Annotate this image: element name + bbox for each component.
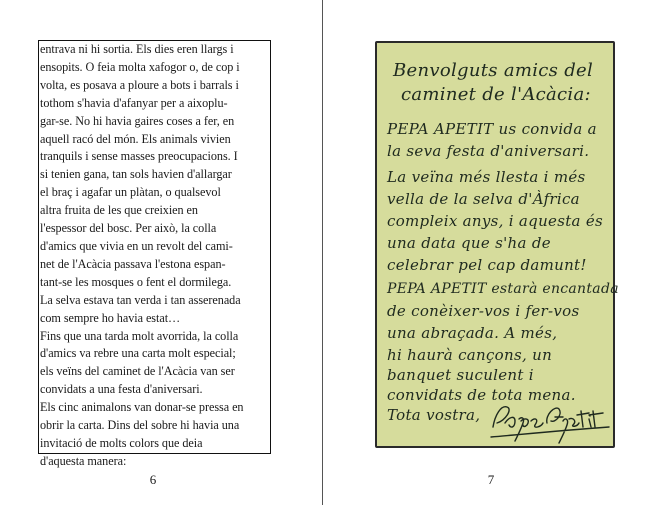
text-line: d'amics va rebre una carta molt especial; xyxy=(40,346,236,361)
card-line: celebrar pel cap damunt! xyxy=(387,256,587,274)
card-line: PEPA APETIT us convida a xyxy=(387,120,597,138)
text-line: ensopits. O feia molta xafogor o, de cop i xyxy=(40,59,240,74)
signature-image xyxy=(485,397,615,445)
card-line: una data que s'ha de xyxy=(387,234,551,252)
text-line: altra fruita de les que creixien en xyxy=(40,203,198,218)
card-line: la seva festa d'aniversari. xyxy=(387,142,590,160)
page-gutter-divider xyxy=(322,0,323,505)
card-line: La veïna més llesta i més xyxy=(387,168,586,186)
card-line: caminet de l'Acàcia: xyxy=(401,84,591,105)
card-line: Tota vostra, xyxy=(387,406,481,424)
text-line: tant-se les mosques o fent el dormilega. xyxy=(40,274,232,289)
text-line: net de l'Acàcia passava l'estona espan- xyxy=(40,256,226,271)
text-line: d'aquesta manera: xyxy=(40,453,127,468)
text-line: l'espessor del bosc. Per això, la colla xyxy=(40,221,217,236)
left-page-number: 6 xyxy=(149,472,157,487)
invitation-card xyxy=(375,41,619,448)
text-line: si tenien gana, tan sols havien d'allargar xyxy=(40,167,232,182)
card-line: vella de la selva d'Àfrica xyxy=(387,190,580,208)
text-line: La selva estava tan verda i tan asserenada xyxy=(40,292,241,307)
right-page-number: 7 xyxy=(487,472,495,487)
card-line: convidats de tota mena. xyxy=(387,386,576,404)
left-page-text-block xyxy=(38,40,271,468)
text-line: com sempre ho havia estat… xyxy=(40,310,181,325)
text-line: tranquils i sense masses preocupacions. I xyxy=(40,149,238,164)
text-line: entrava ni hi sortia. Els dies eren llargs i xyxy=(40,42,234,56)
text-line: gar-se. No hi havia gaires coses a fer, en xyxy=(40,113,235,128)
card-line: de conèixer-vos i fer-vos xyxy=(387,302,580,320)
text-line: obrir la carta. Dins del sobre hi havia una xyxy=(40,418,240,433)
card-line: PEPA APETIT estarà encantada xyxy=(387,281,619,297)
card-line: banquet suculent i xyxy=(387,366,534,384)
card-line: Benvolguts amics del xyxy=(393,60,594,81)
text-line: aquell racó del món. Els animals vivien xyxy=(40,131,231,146)
card-line: compleix anys, i aquesta és xyxy=(387,212,604,230)
text-line: el braç i agafar un plàtan, o qualsevol xyxy=(40,185,221,200)
text-line: tothom s'havia d'afanyar per a aixoplu- xyxy=(40,95,228,110)
text-line: Els cinc animalons van donar-se pressa en xyxy=(40,400,244,415)
text-line: els veïns del caminet de l'Acàcia van ser xyxy=(40,364,235,379)
text-line: convidats a una festa d'aniversari. xyxy=(40,382,203,397)
card-line: hi haurà cançons, un xyxy=(387,346,553,364)
text-line: Fins que una tarda molt avorrida, la colla xyxy=(40,328,239,343)
card-line: una abraçada. A més, xyxy=(387,324,558,342)
text-line: volta, es posava a ploure a bots i barrals i xyxy=(40,77,239,92)
text-line: d'amics que vivia en un revolt del cami- xyxy=(40,238,233,253)
text-line: invitació de molts colors que deia xyxy=(40,435,203,450)
